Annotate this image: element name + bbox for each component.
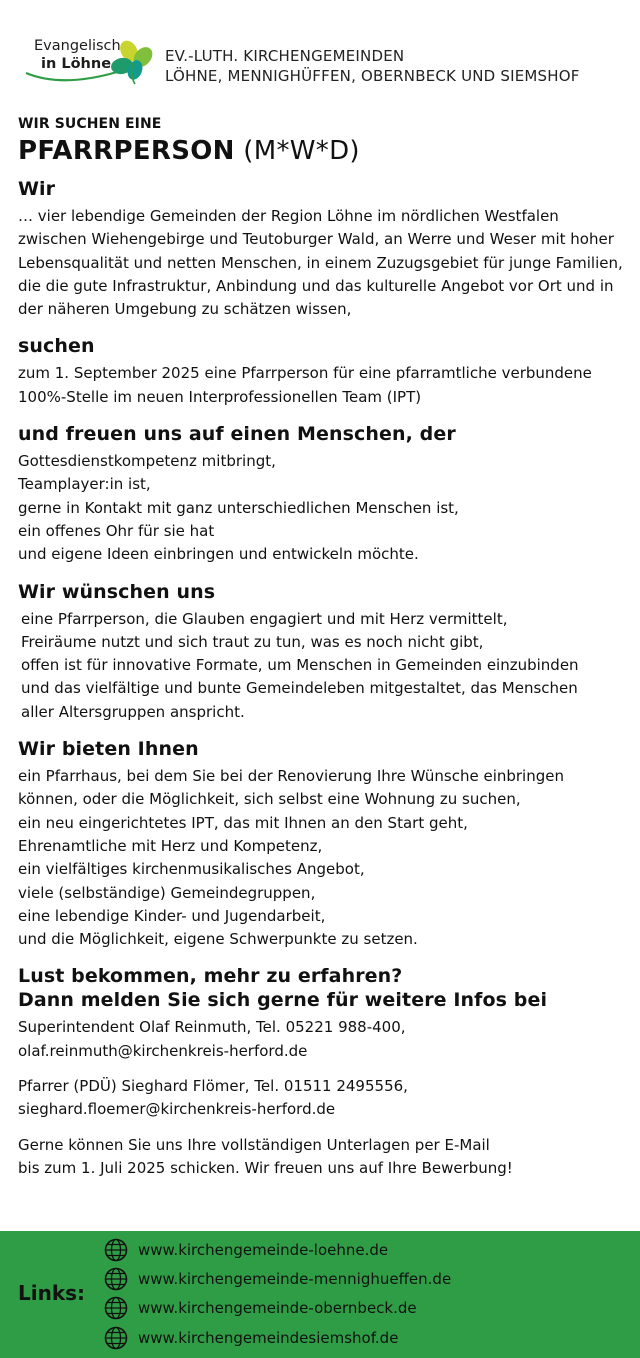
closing-text: bis zum 1. Juli 2025 schicken. Wir freuen uns auf Ihre Bewerbung! <box>18 1158 513 1177</box>
section-list-menschen <box>18 450 624 566</box>
link-row[interactable] <box>104 1237 388 1263</box>
org-line2: LÖHNE, MENNIGHÜFFEN, OBERNBECK UND SIEMSHOF <box>165 67 580 85</box>
list-item: ein Pfarrhaus, bei dem Sie bei der Renovierung Ihre Wünsche einbringen <box>18 767 564 786</box>
list-item: und eigene Ideen einbringen und entwickeln möchte. <box>18 545 419 564</box>
globe-icon <box>104 1326 128 1350</box>
logo-text-line1: Evangelisch <box>34 38 121 54</box>
logo-text-line2: in Löhne <box>41 56 112 72</box>
list-item: ein offenes Ohr für sie hat <box>18 521 215 540</box>
section-list-wuenschen <box>18 608 624 724</box>
list-item: Ehrenamtliche mit Herz und Kompetenz, <box>18 836 323 855</box>
list-item: ein vielfältiges kirchenmusikalisches Angebot, <box>18 860 365 879</box>
link-obernbeck[interactable]: www.kirchengemeinde-obernbeck.de <box>138 1299 417 1317</box>
list-item: und das vielfältige und bunte Gemeindeleben mitgestaltet, das Menschen <box>21 679 578 698</box>
closing-text: Gerne können Sie uns Ihre vollständigen Unterlagen per E-Mail <box>18 1135 490 1154</box>
contact-pfarrer: Pfarrer (PDÜ) Sieghard Flömer, Tel. 01511 2495556, <box>18 1077 408 1096</box>
list-item: und die Möglichkeit, eigene Schwerpunkte zu setzen. <box>18 930 418 949</box>
logo <box>22 36 157 92</box>
link-loehne[interactable]: www.kirchengemeinde-loehne.de <box>138 1241 389 1259</box>
header <box>0 0 640 105</box>
section-list-bieten <box>18 765 624 951</box>
list-item: gerne in Kontakt mit ganz unterschiedlichen Menschen ist, <box>18 498 459 517</box>
main-content <box>18 108 624 1180</box>
contact-email-link[interactable]: sieghard.floemer@kirchenkreis-herford.de <box>18 1100 336 1119</box>
contact-block <box>18 1016 624 1180</box>
globe-icon <box>104 1267 128 1291</box>
page-title <box>18 136 624 166</box>
list-item: Gottesdienstkompetenz mitbringt, <box>18 452 276 471</box>
list-item: aller Altersgruppen anspricht. <box>21 702 245 721</box>
link-row[interactable] <box>104 1295 417 1321</box>
contact-email-link[interactable]: olaf.reinmuth@kirchenkreis-herford.de <box>18 1041 308 1060</box>
contact-superintendent: Superintendent Olaf Reinmuth, Tel. 05221 988-400, <box>18 1018 406 1037</box>
section-text-suchen: zum 1. September 2025 eine Pfarrperson für eine pfarramtliche verbundene 100%-Stelle im neuen Interprofessionellen Team (IPT) <box>18 364 592 406</box>
section-heading-wuenschen: Wir wünschen uns <box>18 580 216 603</box>
list-item: eine Pfarrperson, die Glauben engagiert und mit Herz vermittelt, <box>21 609 508 628</box>
section-heading-menschen: und freuen uns auf einen Menschen, der <box>18 423 456 446</box>
org-line1: EV.-LUTH. KIRCHENGEMEINDEN <box>165 47 405 65</box>
link-mennighueffen[interactable]: www.kirchengemeinde-mennighueffen.de <box>138 1270 452 1288</box>
list-item: ein neu eingerichtetes IPT, das mit Ihnen an den Start geht, <box>18 813 468 832</box>
section-heading-wir: Wir <box>18 178 56 200</box>
link-siemshof[interactable]: www.kirchengemeindesiemshof.de <box>138 1329 399 1347</box>
title-suffix: (M*W*D) <box>234 136 360 166</box>
link-row[interactable] <box>104 1266 451 1292</box>
list-item: offen ist für innovative Formate, um Menschen in Gemeinden einzubinden <box>21 656 579 675</box>
title-main: PFARRPERSON <box>18 136 235 166</box>
section-heading-kontakt-1: Lust bekommen, mehr zu erfahren? <box>18 965 403 988</box>
link-row[interactable] <box>104 1325 398 1351</box>
links-label: Links: <box>18 1281 86 1305</box>
organization-name <box>165 46 580 86</box>
globe-icon <box>104 1238 128 1262</box>
section-heading-bieten: Wir bieten Ihnen <box>18 738 199 761</box>
list-item: eine lebendige Kinder- und Jugendarbeit, <box>18 906 326 925</box>
section-heading-suchen: suchen <box>18 335 95 358</box>
list-item: Freiräume nutzt und sich traut zu tun, was es noch nicht gibt, <box>21 632 484 651</box>
section-text-wir: … vier lebendige Gemeinden der Region Löhne im nördlichen Westfalen zwischen Wiehengebirge und Teutoburger Wald, an Werre und Weser mit hoher Lebensqualität und netten Menschen, in einem Zuzugsgebiet für junge Familien, die die gute Infrastruktur, Anbindung und das kulturelle Angebot vor Ort und in der näheren Umgebung zu schätzen wissen, <box>18 207 623 319</box>
list-item: Teamplayer:in ist, <box>18 475 151 494</box>
footer-links <box>0 1231 640 1358</box>
globe-icon <box>104 1296 128 1320</box>
list-item: viele (selbständige) Gemeindegruppen, <box>18 883 316 902</box>
eyebrow: WIR SUCHEN EINE <box>18 116 162 132</box>
section-heading-kontakt-2: Dann melden Sie sich gerne für weitere Infos bei <box>18 989 548 1012</box>
list-item: können, oder die Möglichkeit, sich selbst eine Wohnung zu suchen, <box>18 790 521 809</box>
